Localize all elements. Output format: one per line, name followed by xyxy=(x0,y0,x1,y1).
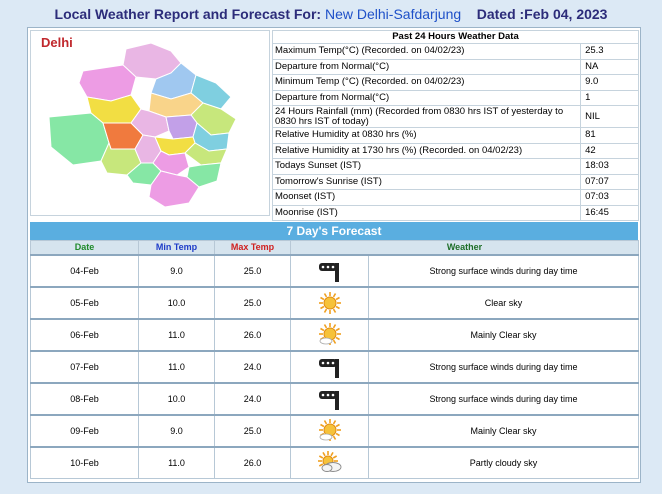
forecast-weather: Strong surface winds during day time xyxy=(369,383,639,415)
past-24h-value: 07:03 xyxy=(581,190,639,206)
forecast-header-row xyxy=(31,241,639,255)
forecast-weather: Strong surface winds during day time xyxy=(369,351,639,383)
title-prefix: Local Weather Report and Forecast For: xyxy=(54,6,322,22)
forecast-min-temp: 10.0 xyxy=(139,287,215,319)
past-24h-value: 18:03 xyxy=(581,159,639,175)
forecast-row xyxy=(31,415,639,447)
past-24h-label: Departure from Normal(°C) xyxy=(273,90,581,106)
forecast-max-temp: 24.0 xyxy=(215,351,291,383)
windy-icon xyxy=(291,383,369,415)
forecast-date: 09-Feb xyxy=(31,415,139,447)
forecast-max-temp: 24.0 xyxy=(215,383,291,415)
past-24h-label: Moonset (IST) xyxy=(273,190,581,206)
past-24h-value: NA xyxy=(581,59,639,75)
title-location: New Delhi-Safdarjung xyxy=(324,6,462,22)
header-date: Date xyxy=(31,241,139,255)
past-24h-value: 16:45 xyxy=(581,205,639,221)
past-24h-label: Moonrise (IST) xyxy=(273,205,581,221)
title-date: Dated :Feb 04, 2023 xyxy=(476,6,608,22)
header-max-temp: Max Temp xyxy=(215,241,291,255)
past-24h-value: 81 xyxy=(581,128,639,144)
forecast-weather: Clear sky xyxy=(369,287,639,319)
past-24h-row xyxy=(273,205,639,221)
sun-icon xyxy=(291,287,369,319)
past-24h-label: Maximum Temp(°C) (Recorded. on 04/02/23) xyxy=(273,44,581,60)
forecast-date: 06-Feb xyxy=(31,319,139,351)
past-24h-row xyxy=(273,128,639,144)
forecast-weather: Partly cloudy sky xyxy=(369,447,639,479)
past-24h-value: 9.0 xyxy=(581,75,639,91)
forecast-row xyxy=(31,319,639,351)
forecast-min-temp: 11.0 xyxy=(139,447,215,479)
forecast-min-temp: 9.0 xyxy=(139,415,215,447)
forecast-max-temp: 26.0 xyxy=(215,319,291,351)
forecast-row xyxy=(31,351,639,383)
forecast-date: 04-Feb xyxy=(31,255,139,287)
past-24h-row xyxy=(273,174,639,190)
past-24h-row xyxy=(273,90,639,106)
forecast-max-temp: 25.0 xyxy=(215,287,291,319)
forecast-row xyxy=(31,255,639,287)
past-24h-row xyxy=(273,59,639,75)
map-region-central xyxy=(166,115,197,139)
header-weather: Weather xyxy=(291,241,639,255)
forecast-min-temp: 9.0 xyxy=(139,255,215,287)
windy-icon xyxy=(291,255,369,287)
past-24h-row xyxy=(273,190,639,206)
past-24h-label: Relative Humidity at 1730 hrs (%) (Recorded. on 04/02/23) xyxy=(273,143,581,159)
forecast-max-temp: 25.0 xyxy=(215,415,291,447)
past-24h-title: Past 24 Hours Weather Data xyxy=(273,31,639,44)
past-24h-value: 07:07 xyxy=(581,174,639,190)
past-24h-row xyxy=(273,143,639,159)
windy-icon xyxy=(291,351,369,383)
past-24h-value: 1 xyxy=(581,90,639,106)
forecast-date: 08-Feb xyxy=(31,383,139,415)
report-container xyxy=(27,27,641,483)
forecast-min-temp: 11.0 xyxy=(139,351,215,383)
past-24h-label: Todays Sunset (IST) xyxy=(273,159,581,175)
past-24h-value: NIL xyxy=(581,106,639,128)
forecast-date: 07-Feb xyxy=(31,351,139,383)
forecast-row xyxy=(31,287,639,319)
header-min-temp: Min Temp xyxy=(139,241,215,255)
partly-cloudy-icon xyxy=(291,447,369,479)
past-24h-label: Departure from Normal(°C) xyxy=(273,59,581,75)
forecast-weather: Strong surface winds during day time xyxy=(369,255,639,287)
forecast-title: 7 Day's Forecast xyxy=(30,222,638,240)
past-24h-label: Minimum Temp (°C) (Recorded. on 04/02/23) xyxy=(273,75,581,91)
past-24h-label: Tomorrow's Sunrise (IST) xyxy=(273,174,581,190)
forecast-weather: Mainly Clear sky xyxy=(369,319,639,351)
past-24h-row xyxy=(273,159,639,175)
page-title xyxy=(0,6,662,22)
map-region-najafgarh xyxy=(49,113,109,165)
map-title: Delhi xyxy=(41,35,73,50)
forecast-date: 10-Feb xyxy=(31,447,139,479)
forecast-max-temp: 26.0 xyxy=(215,447,291,479)
past-24h-label: Relative Humidity at 0830 hrs (%) xyxy=(273,128,581,144)
forecast-row xyxy=(31,383,639,415)
past-24h-row xyxy=(273,75,639,91)
past-24h-table xyxy=(272,30,639,221)
forecast-row xyxy=(31,447,639,479)
past-24h-row xyxy=(273,106,639,128)
mainly-clear-icon xyxy=(291,415,369,447)
forecast-date: 05-Feb xyxy=(31,287,139,319)
delhi-map-graphic xyxy=(31,31,269,215)
forecast-max-temp: 25.0 xyxy=(215,255,291,287)
forecast-table xyxy=(30,240,639,479)
mainly-clear-icon xyxy=(291,319,369,351)
forecast-min-temp: 11.0 xyxy=(139,319,215,351)
delhi-map xyxy=(30,30,270,216)
past-24h-value: 42 xyxy=(581,143,639,159)
forecast-min-temp: 10.0 xyxy=(139,383,215,415)
forecast-weather: Mainly Clear sky xyxy=(369,415,639,447)
past-24h-value: 25.3 xyxy=(581,44,639,60)
past-24h-label: 24 Hours Rainfall (mm) (Recorded from 0830 hrs IST of yesterday to 0830 hrs IST of today) xyxy=(273,106,581,128)
past-24h-row xyxy=(273,44,639,60)
